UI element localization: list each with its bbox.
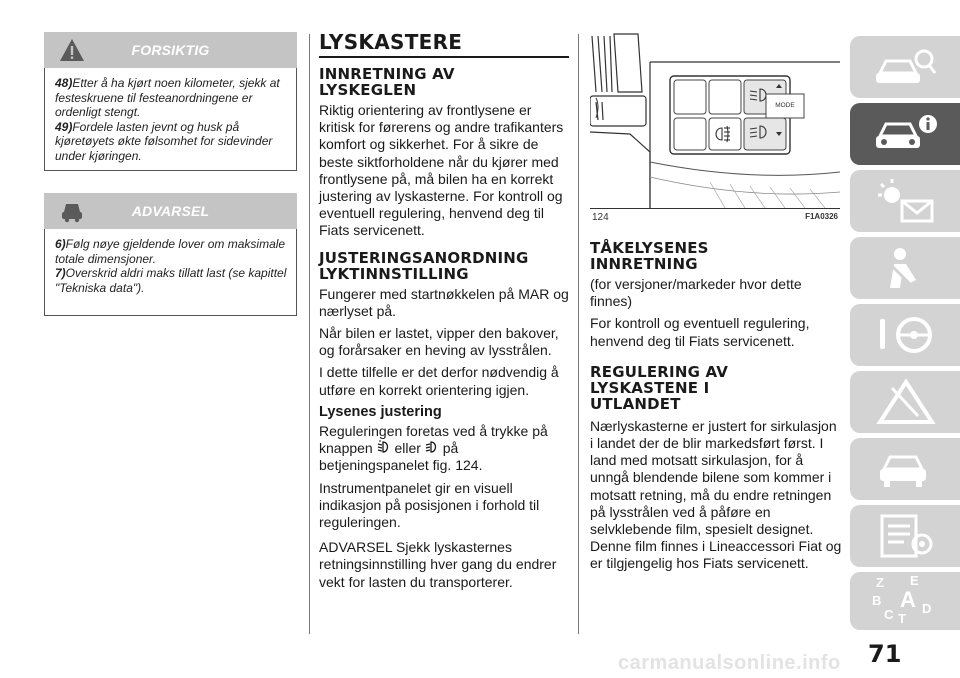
- index-letter: D: [922, 601, 932, 616]
- warning-header: [44, 193, 297, 229]
- lights-message-icon: [872, 177, 938, 225]
- section-text: I dette tilfelle er det derfor nødvendig å utføre en korrekt orientering igjen.: [319, 364, 559, 398]
- middle-column: [319, 30, 569, 591]
- caution-header: [44, 32, 297, 68]
- warning-item: [55, 237, 290, 266]
- caution-item-text: Fordele lasten jevnt og husk på kjøretøyets økte følsomhet for sidevinder under kjøringen.: [55, 119, 273, 163]
- index-letter: A: [900, 587, 916, 612]
- steering-wheel-icon: [872, 311, 938, 359]
- sidebar-tab-technical-data[interactable]: [850, 505, 960, 567]
- index-letter: B: [872, 593, 882, 608]
- section-text: Nærlyskasterne er justert for sirkulasjon i landet der de blir markedsført først. I land med motsatt sirkulasjon, for å unngå blendende bilene som kommer i motsatt retning, må du endre retningen på lysstrålen ved å påføre en selvklebende film, spesielt designet. Denne film finnes i Lineaccessori Fiat og er tilgjengelig hos Fiats servicenett.: [590, 417, 842, 572]
- headlight-down-icon: [377, 440, 391, 454]
- warning-triangle-tools-icon: [872, 378, 938, 426]
- index-letter: E: [910, 573, 919, 588]
- column-divider: [578, 34, 579, 634]
- section-text: Fungerer med startnøkkelen på MAR og nærlyset på.: [319, 285, 569, 319]
- sidebar-tab-driving[interactable]: [850, 304, 960, 366]
- sidebar-tab-car-info[interactable]: [850, 103, 960, 165]
- index-letter: C: [884, 607, 894, 622]
- section-text: [319, 423, 569, 475]
- section-text: Når bilen er lastet, vipper den bakover, og forårsaker en heving av lysstrålen.: [319, 325, 559, 359]
- caution-item-num: 48): [55, 76, 73, 90]
- sidebar-tab-lights-messages[interactable]: [850, 170, 960, 232]
- section-heading: JUSTERINGSANORDNING LYKTINNSTILLING: [319, 248, 529, 283]
- warning-item-num: 7): [55, 266, 66, 281]
- figure-code: F1A0326: [805, 212, 838, 221]
- section-text: ADVARSEL Sjekk lyskasternes retningsinnstilling hver gang du endrer vekt for lasten du transporterer.: [319, 539, 557, 590]
- section-text: For kontroll og eventuell regulering, henvend deg til Fiats servicenett.: [590, 315, 810, 349]
- control-panel-illustration: [590, 32, 840, 208]
- warning-triangle-icon: [59, 37, 85, 63]
- caution-box: [44, 32, 297, 171]
- warning-body: [44, 229, 297, 316]
- text-fragment: Reguleringen foretas ved å trykke på knappen: [319, 423, 548, 457]
- sidebar-tab-safety[interactable]: [850, 237, 960, 299]
- section-text: Instrumentpanelet gir en visuell indikasjon på posisjonen i forhold til reguleringen.: [319, 479, 540, 531]
- sidebar-tab-car-search[interactable]: [850, 36, 960, 98]
- caution-title: FORSIKTIG: [131, 42, 210, 58]
- right-column: [590, 240, 842, 573]
- warning-title: ADVARSEL: [131, 203, 210, 219]
- caution-body: [44, 68, 297, 171]
- caution-item: [55, 76, 290, 120]
- mode-label: MODE: [775, 102, 795, 109]
- page-number: 71: [868, 640, 902, 668]
- index-letters-icon: [870, 575, 940, 627]
- car-maintenance-icon: [872, 445, 938, 493]
- section-heading: TÅKELYSENES INNRETNING: [590, 239, 709, 273]
- car-search-icon: [872, 43, 938, 91]
- sidebar-tab-index[interactable]: [850, 572, 960, 630]
- technical-data-icon: [872, 512, 938, 560]
- section-heading: INNRETNING AV LYSKEGLEN: [319, 65, 455, 99]
- section-text: (for versjoner/markeder hvor dette finnes): [590, 276, 802, 310]
- warning-item-text: Følg nøye gjeldende lover om maksimale totale dimensjoner.: [55, 237, 286, 266]
- warning-box: [44, 193, 297, 316]
- caution-item-text: Etter å ha kjørt noen kilometer, sjekk at festeskruene til festeanordningene er ordenligt stengt.: [55, 76, 280, 120]
- warning-item-text: Overskrid aldri maks tillatt last (se kapittel "Tekniska data").: [55, 266, 287, 295]
- watermark: carmanualsonline.info: [618, 652, 841, 674]
- warning-item: [55, 266, 290, 295]
- figure-caption-bar: [590, 208, 840, 209]
- airbag-person-icon: [872, 244, 938, 292]
- column-divider: [309, 34, 310, 634]
- index-letter: Z: [876, 575, 884, 590]
- sidebar-tab-maintenance[interactable]: [850, 438, 960, 500]
- figure-124: [590, 32, 840, 228]
- text-fragment: eller: [394, 440, 421, 457]
- text-fragment: på betjeningspanelet fig. 124.: [319, 440, 483, 474]
- caution-item: [55, 120, 290, 164]
- car-info-icon: [872, 110, 938, 158]
- page-title: LYSKASTERE: [319, 30, 463, 54]
- sidebar-tab-emergency[interactable]: [850, 371, 960, 433]
- index-letter: T: [898, 611, 906, 626]
- warning-item-num: 6): [55, 237, 66, 251]
- headlight-up-icon: [425, 440, 439, 454]
- caution-item-num: 49): [55, 119, 73, 134]
- section-heading: REGULERING AV LYSKASTENE I UTLANDET: [590, 362, 729, 413]
- figure-number: 124: [592, 212, 609, 223]
- car-warning-icon: [59, 198, 85, 224]
- section-text: Riktig orientering av frontlysene er kritisk for førerens og andre trafikanters komfort og sikkerhet. For å sikre de beste siktforholdene når du kjører med frontlysene på, må bilen ha en korrekt justering av lyskasterne. For kontroll og eventuell regulering, henvend deg til Fiats servicenett.: [319, 102, 564, 239]
- title-underline: [319, 56, 569, 58]
- subsection-heading: Lysenes justering: [319, 403, 442, 420]
